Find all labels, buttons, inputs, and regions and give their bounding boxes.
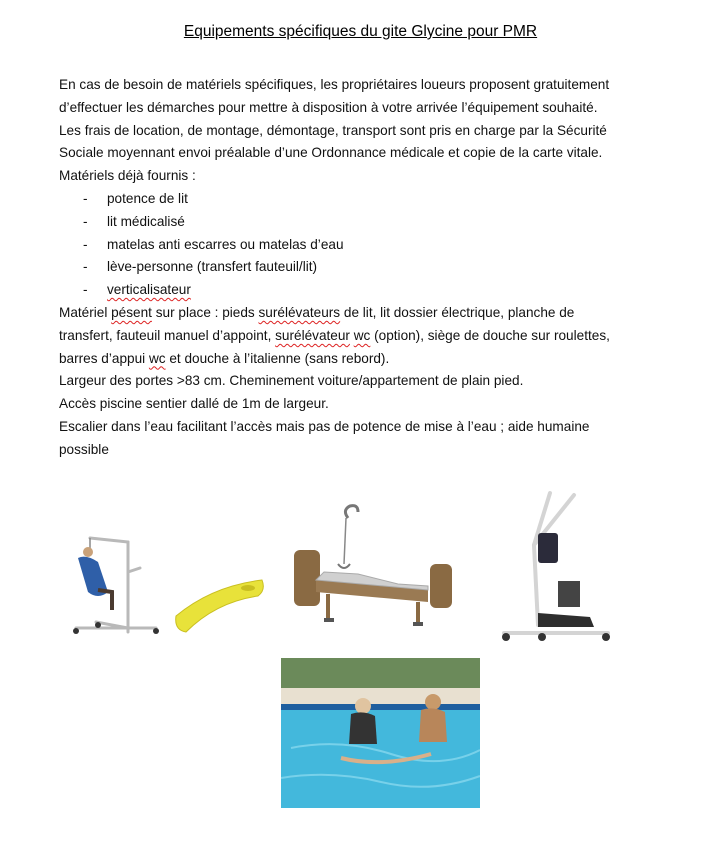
extra-line: Accès piscine sentier dallé de 1m de largeur. [59, 396, 329, 412]
intro-line: Les frais de location, de montage, démontage, transport sont pris en charge par la Sécurité [59, 122, 607, 138]
provided-heading: Matériels déjà fournis : [59, 168, 196, 184]
intro-line: En cas de besoin de matériels spécifiques, les propriétaires loueurs proposent gratuitement [59, 77, 610, 92]
extra-line: possible [59, 441, 109, 457]
onsite-line: transfert, fauteuil manuel d’appoint, surélévateur wc (option), siège de douche sur roulettes, [59, 327, 610, 343]
list-item: - verticalisateur [59, 279, 669, 302]
medical-bed-image [288, 502, 458, 630]
extra-line: Largeur des portes >83 cm. Cheminement voiture/appartement de plain pied. [59, 373, 524, 389]
intro-line: d’effectuer les démarches pour mettre à disposition à votre arrivée l’équipement souhaité. [59, 99, 598, 115]
extra-line: Escalier dans l’eau facilitant l’accès mais pas de potence de mise à l’eau ; aide humaine [59, 418, 590, 434]
patient-lift-image [68, 532, 164, 640]
list-item: - lit médicalisé [59, 211, 669, 234]
transfer-board-image [172, 576, 268, 638]
page-title: Equipements spécifiques du gite Glycine pour PMR [183, 23, 538, 40]
provided-list [59, 188, 669, 302]
list-item: - lève-personne (transfert fauteuil/lit) [59, 256, 669, 279]
onsite-line: Matériel pésent sur place : pieds surélévateurs de lit, lit dossier électrique, planche de [59, 304, 575, 320]
dash-marker: - [83, 213, 88, 229]
dash-marker: - [83, 259, 88, 275]
standing-lift-image [498, 485, 616, 647]
document-body [59, 74, 669, 462]
list-item: - potence de lit [59, 188, 669, 211]
dash-marker: - [83, 236, 88, 252]
list-item: - matelas anti escarres ou matelas d’eau [59, 234, 669, 257]
dash-marker: - [83, 190, 88, 206]
onsite-line: barres d’appui wc et douche à l’italienne (sans rebord). [59, 350, 390, 366]
intro-line: Sociale moyennant envoi préalable d’une Ordonnance médicale et copie de la carte vitale. [59, 145, 603, 161]
pool-photo [281, 658, 480, 808]
dash-marker: - [83, 282, 88, 298]
